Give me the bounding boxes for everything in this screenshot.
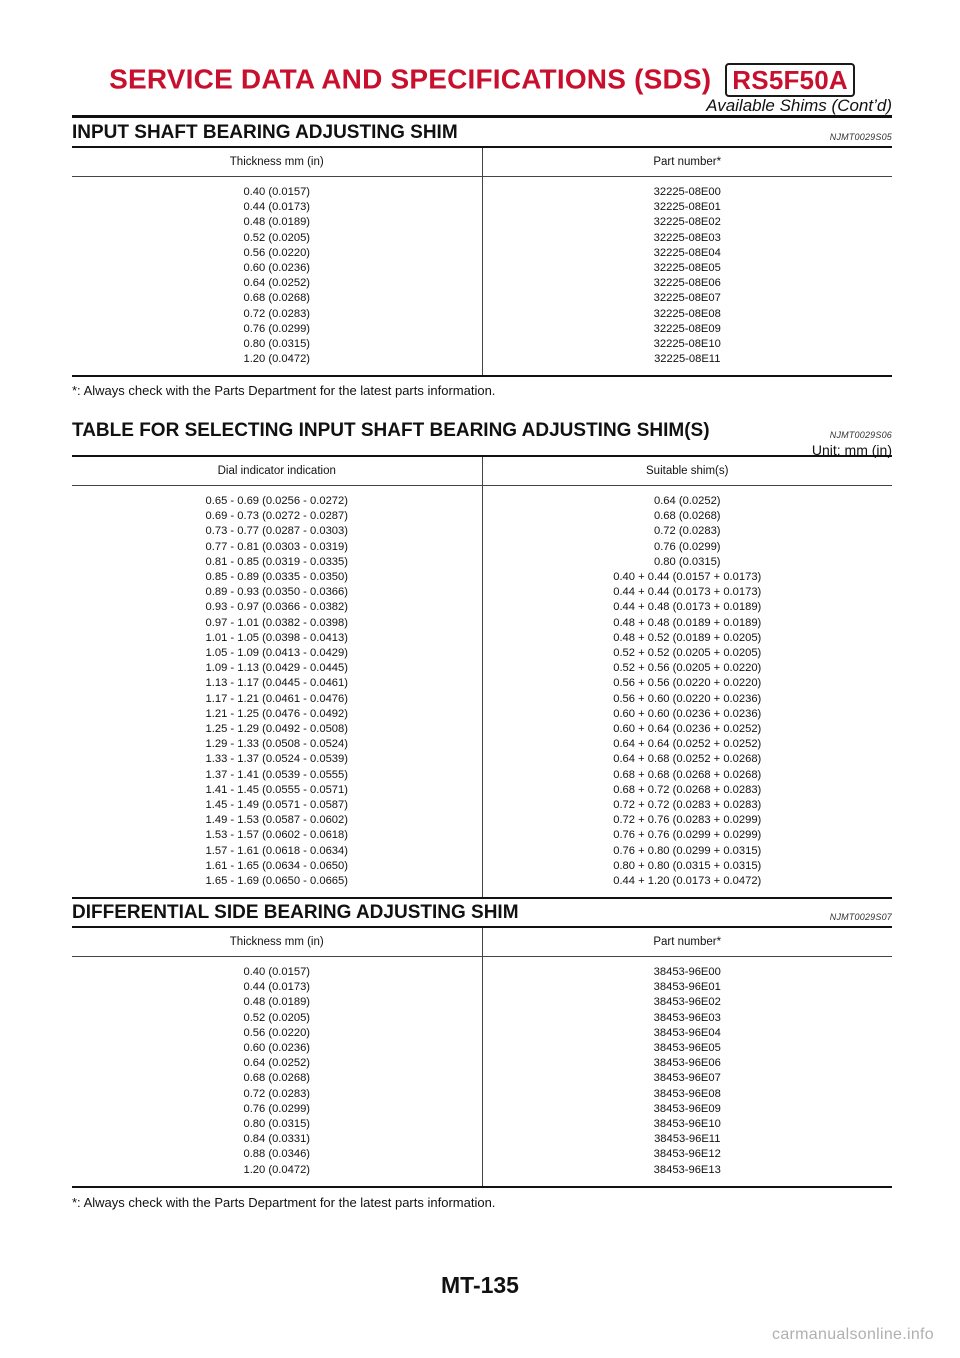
header-title-text: SERVICE DATA AND SPECIFICATIONS (SDS) [109,63,712,95]
footnote: *: Always check with the Parts Department for the latest parts information. [72,1195,496,1210]
table-cell: 0.60 + 0.64 (0.0236 + 0.0252) [613,723,762,736]
table-cell: 0.80 (0.0315) [243,338,311,351]
table-cell: 0.48 + 0.48 (0.0189 + 0.0189) [613,616,762,629]
column-header: Part number* [482,927,892,957]
section-title: DIFFERENTIAL SIDE BEARING ADJUSTING SHIM [72,902,519,923]
table-cell: 0.40 + 0.44 (0.0157 + 0.0173) [613,571,762,584]
table-cell: 0.73 - 0.77 (0.0287 - 0.0303) [205,525,348,538]
table-cell: 0.72 (0.0283) [653,525,721,538]
table-cell: 0.52 + 0.56 (0.0205 + 0.0220) [613,662,762,675]
table-cell: 0.81 - 0.85 (0.0319 - 0.0335) [205,555,348,568]
table-cell: 0.64 (0.0252) [653,495,721,507]
table-cell: 1.20 (0.0472) [243,353,311,366]
table-cell: 32225-08E01 [653,201,721,214]
table-cell: 1.29 - 1.33 (0.0508 - 0.0524) [205,738,348,751]
table-cell: 0.44 + 0.48 (0.0173 + 0.0189) [613,601,762,614]
table-cell: 1.61 - 1.65 (0.0634 - 0.0650) [205,859,348,872]
table-cell: 32225-08E11 [654,353,721,366]
table-cell: 0.60 (0.0236) [243,1042,311,1055]
header-subtitle: Available Shims (Cont’d) [706,96,892,115]
table-cell: 0.40 (0.0157) [243,186,311,198]
table-cell: 1.41 - 1.45 (0.0555 - 0.0571) [205,783,348,796]
table-cell: 38453-96E11 [654,1133,721,1146]
table-cell: 0.97 - 1.01 (0.0382 - 0.0398) [205,616,348,629]
table-cell: 0.48 (0.0189) [243,996,311,1009]
table-cell: 38453-96E05 [653,1042,721,1055]
table-cell: 0.93 - 0.97 (0.0366 - 0.0382) [205,601,348,614]
table-cell: 32225-08E08 [653,307,721,320]
section-heading [72,418,892,458]
section-input-shaft-shim [72,120,892,377]
table-cell: 0.76 + 0.80 (0.0299 + 0.0315) [613,844,762,857]
header-rule [72,115,892,118]
table-cell: 1.01 - 1.05 (0.0398 - 0.0413) [205,631,348,644]
watermark: carmanualsonline.info [772,1326,934,1343]
table-cell: 0.68 (0.0268) [243,1072,311,1085]
table-cell: 32225-08E06 [653,277,721,290]
table-cell: 0.52 (0.0205) [243,231,311,244]
table-cell: 0.72 + 0.76 (0.0283 + 0.0299) [613,814,762,827]
table-cell: 32225-08E05 [653,262,721,275]
table-cell: 38453-96E04 [653,1026,721,1039]
table-cell: 0.56 + 0.56 (0.0220 + 0.0220) [613,677,762,690]
table-cell: 38453-96E02 [653,996,721,1009]
table-cell: 32225-08E02 [653,216,721,229]
table-cell: 0.52 (0.0205) [243,1011,311,1024]
section-selection-table [72,418,892,899]
table-cell: 0.88 (0.0346) [243,1148,311,1161]
table-cell: 1.57 - 1.61 (0.0618 - 0.0634) [205,844,348,857]
model-badge: RS5F50A [725,63,855,97]
table-cell: 1.21 - 1.25 (0.0476 - 0.0492) [205,707,348,720]
table-cell: 0.72 (0.0283) [243,1087,311,1100]
table-cell: 38453-96E10 [653,1118,721,1131]
footnote: *: Always check with the Parts Department for the latest parts information. [72,383,496,398]
table-cell: 38453-96E03 [653,1011,721,1024]
table-cell: 0.44 + 1.20 (0.0173 + 0.0472) [613,875,762,888]
column-header: Suitable shim(s) [482,456,892,486]
table-cell: 0.60 + 0.60 (0.0236 + 0.0236) [613,707,762,720]
section-title: INPUT SHAFT BEARING ADJUSTING SHIM [72,122,458,143]
table-cell: 0.72 (0.0283) [243,307,311,320]
table-cell: 32225-08E04 [653,246,721,259]
table-cell: 0.56 (0.0220) [243,1026,311,1039]
shim-table [72,926,892,1188]
table-cell: 38453-96E00 [653,966,721,978]
table-cell: 38453-96E13 [653,1163,721,1176]
table-cell: 0.76 (0.0299) [653,540,721,553]
suitable-shims-column [482,486,892,899]
table-cell: 0.44 (0.0173) [243,981,311,994]
page-header [72,62,892,116]
table-cell: 1.33 - 1.37 (0.0524 - 0.0539) [205,753,348,766]
table-cell: 0.77 - 0.81 (0.0303 - 0.0319) [205,540,348,553]
header-title [72,62,892,97]
table-cell: 0.48 + 0.52 (0.0189 + 0.0205) [613,631,762,644]
unit-label: Unit: mm (in) [811,442,892,458]
table-cell: 0.76 + 0.76 (0.0299 + 0.0299) [613,829,762,842]
table-cell: 0.56 (0.0220) [243,246,311,259]
table-cell: 0.76 (0.0299) [243,322,311,335]
table-cell: 1.05 - 1.09 (0.0413 - 0.0429) [205,647,348,660]
table-cell: 1.65 - 1.69 (0.0650 - 0.0665) [205,875,348,888]
thickness-column [72,957,482,1187]
table-cell: 0.68 (0.0268) [243,292,311,305]
table-cell: 32225-08E00 [653,186,721,198]
table-cell: 38453-96E09 [653,1102,721,1115]
table-cell: 1.53 - 1.57 (0.0602 - 0.0618) [205,829,348,842]
section-code: NJMT0029S06 [829,430,892,440]
table-cell: 1.25 - 1.29 (0.0492 - 0.0508) [205,723,348,736]
table-cell: 38453-96E01 [653,981,721,994]
table-cell: 0.89 - 0.93 (0.0350 - 0.0366) [205,586,348,599]
table-cell: 0.40 (0.0157) [243,966,311,978]
column-header: Part number* [482,147,892,177]
table-cell: 0.68 (0.0268) [653,510,721,523]
table-cell: 0.48 (0.0189) [243,216,311,229]
table-cell: 38453-96E12 [653,1148,721,1161]
table-cell: 0.64 + 0.68 (0.0252 + 0.0268) [613,753,762,766]
part-number-column [482,957,892,1187]
table-cell: 0.80 + 0.80 (0.0315 + 0.0315) [613,859,762,872]
table-cell: 0.56 + 0.60 (0.0220 + 0.0236) [613,692,762,705]
section-heading [72,900,892,926]
dial-indication-column [72,486,482,899]
table-cell: 1.17 - 1.21 (0.0461 - 0.0476) [205,692,348,705]
column-header: Thickness mm (in) [72,927,482,957]
table-cell: 32225-08E10 [653,338,721,351]
table-cell: 0.64 (0.0252) [243,1057,311,1070]
table-cell: 0.44 (0.0173) [243,201,311,214]
table-cell: 38453-96E06 [653,1057,721,1070]
table-cell: 1.13 - 1.17 (0.0445 - 0.0461) [205,677,348,690]
page-number: MT-135 [441,1272,519,1298]
selection-table [72,455,892,899]
table-cell: 0.76 (0.0299) [243,1102,311,1115]
table-cell: 32225-08E07 [653,292,721,305]
section-heading [72,120,892,146]
column-header: Dial indicator indication [72,456,482,486]
table-cell: 1.37 - 1.41 (0.0539 - 0.0555) [205,768,348,781]
table-cell: 32225-08E09 [653,322,721,335]
section-title: TABLE FOR SELECTING INPUT SHAFT BEARING ADJUSTING SHIM(S) [72,420,710,441]
table-cell: 0.44 + 0.44 (0.0173 + 0.0173) [613,586,762,599]
part-number-column [482,177,892,377]
table-cell: 38453-96E08 [653,1087,721,1100]
table-cell: 0.72 + 0.72 (0.0283 + 0.0283) [613,799,762,812]
table-cell: 1.45 - 1.49 (0.0571 - 0.0587) [205,799,348,812]
table-cell: 1.49 - 1.53 (0.0587 - 0.0602) [205,814,348,827]
table-cell: 0.65 - 0.69 (0.0256 - 0.0272) [205,495,348,507]
section-differential-shim [72,900,892,1188]
thickness-column [72,177,482,377]
shim-table [72,146,892,377]
column-header: Thickness mm (in) [72,147,482,177]
table-cell: 32225-08E03 [653,231,721,244]
table-cell: 0.52 + 0.52 (0.0205 + 0.0205) [613,647,762,660]
table-cell: 0.68 + 0.72 (0.0268 + 0.0283) [613,783,762,796]
table-cell: 0.64 + 0.64 (0.0252 + 0.0252) [613,738,762,751]
table-cell: 0.84 (0.0331) [243,1133,311,1146]
table-cell: 0.80 (0.0315) [243,1118,311,1131]
table-cell: 1.20 (0.0472) [243,1163,311,1176]
table-cell: 0.69 - 0.73 (0.0272 - 0.0287) [205,510,348,523]
section-code: NJMT0029S05 [829,132,892,142]
table-cell: 0.85 - 0.89 (0.0335 - 0.0350) [205,571,348,584]
table-cell: 1.09 - 1.13 (0.0429 - 0.0445) [205,662,348,675]
table-cell: 0.80 (0.0315) [653,555,721,568]
table-cell: 0.68 + 0.68 (0.0268 + 0.0268) [613,768,762,781]
table-cell: 0.64 (0.0252) [243,277,311,290]
table-cell: 0.60 (0.0236) [243,262,311,275]
section-code: NJMT0029S07 [829,912,892,922]
table-cell: 38453-96E07 [653,1072,721,1085]
